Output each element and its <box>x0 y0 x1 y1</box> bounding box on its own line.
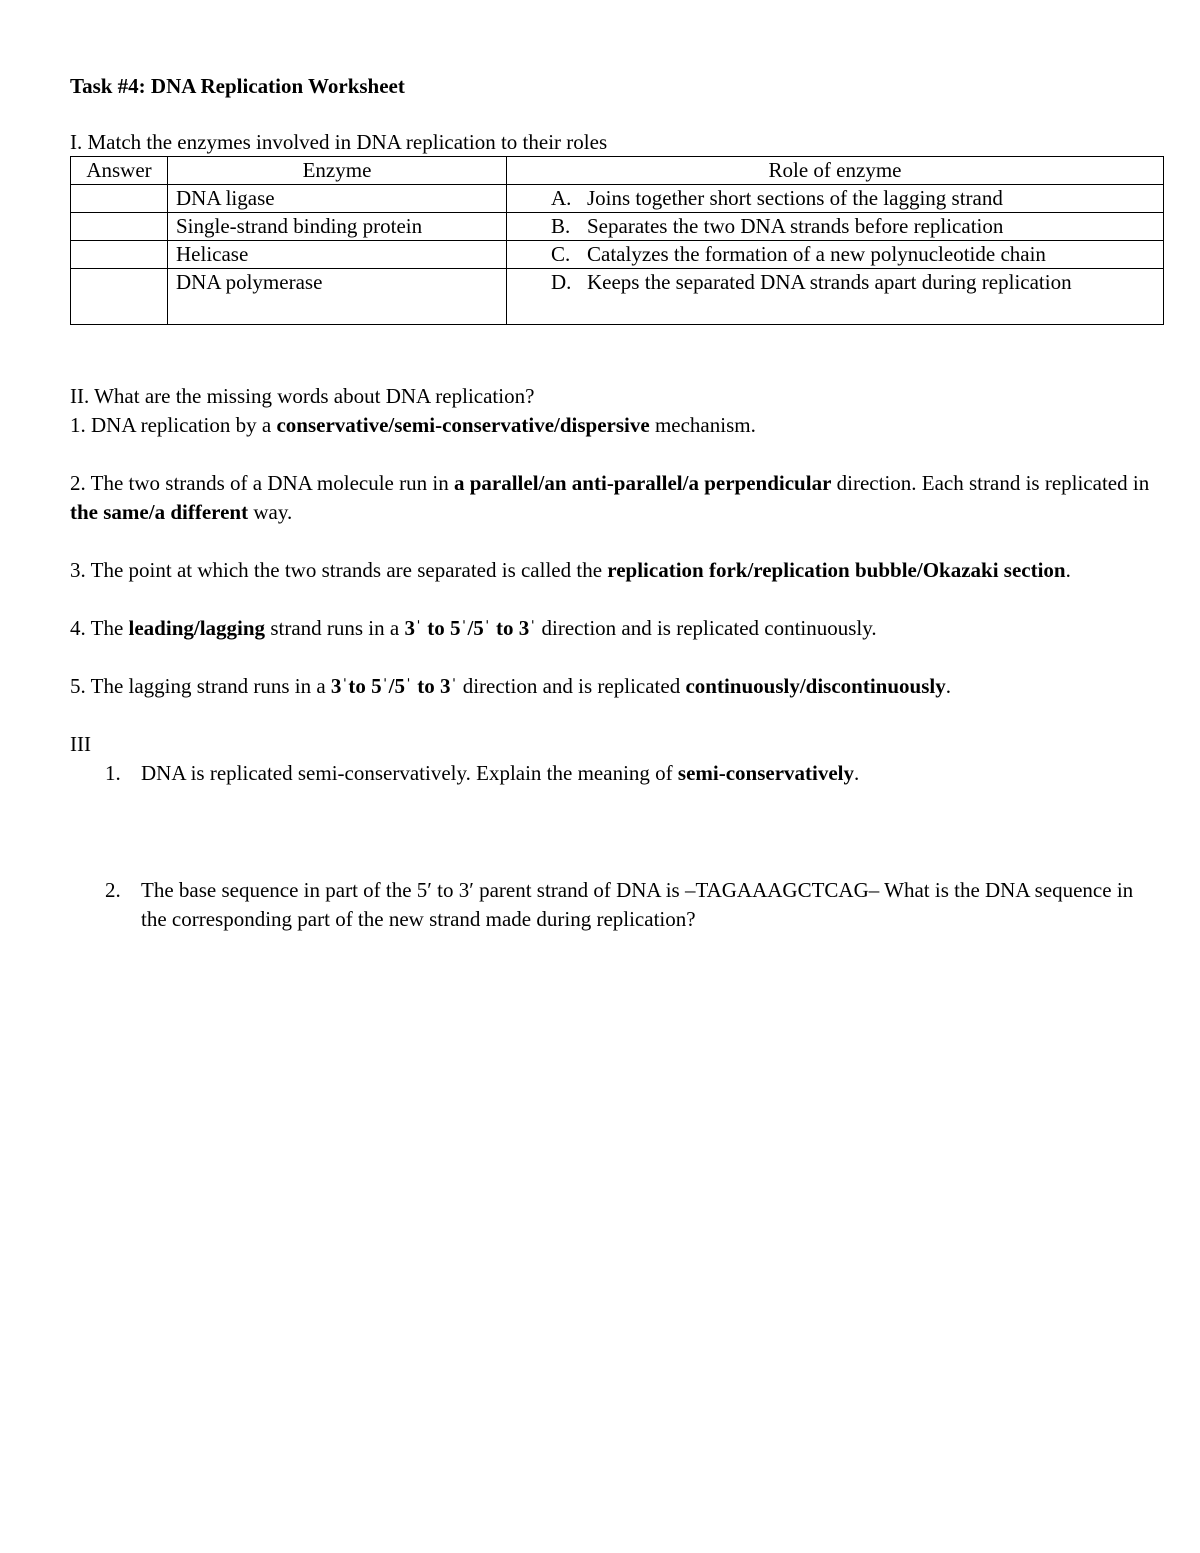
column-header-enzyme: Enzyme <box>168 157 507 185</box>
role-text: Joins together short sections of the lagging strand <box>587 186 1003 210</box>
answer-cell[interactable] <box>71 241 168 269</box>
role-cell <box>507 213 1164 241</box>
enzyme-cell: Single-strand binding protein <box>168 213 507 241</box>
role-letter: D. <box>551 270 572 294</box>
column-header-role: Role of enzyme <box>507 157 1164 185</box>
worksheet-page <box>70 72 1164 934</box>
section-2 <box>70 382 1164 701</box>
role-letter: B. <box>551 214 571 238</box>
section-1-heading: I. Match the enzymes involved in DNA replication to their roles <box>70 130 608 154</box>
section-3-heading: III <box>70 732 91 756</box>
enzyme-cell: Helicase <box>168 241 507 269</box>
role-cell <box>507 241 1164 269</box>
column-header-answer: Answer <box>71 157 168 185</box>
enzyme-cell: DNA polymerase <box>168 269 507 325</box>
role-text: Separates the two DNA strands before replication <box>587 214 1004 238</box>
enzyme-matching-table <box>70 156 1164 325</box>
answer-cell[interactable] <box>71 185 168 213</box>
answer-cell[interactable] <box>71 269 168 325</box>
answer-cell[interactable] <box>71 213 168 241</box>
table-row <box>71 213 1164 241</box>
page-title: Task #4: DNA Replication Worksheet <box>70 74 405 98</box>
question-2: 2. The two strands of a DNA molecule run in a parallel/an anti-parallel/a perpendicular direction. Each strand is replicated in the same/a different way. <box>70 471 1150 524</box>
table-row <box>71 241 1164 269</box>
role-text: Catalyzes the formation of a new polynucleotide chain <box>587 242 1046 266</box>
list-item: 2. The base sequence in part of the 5′ to 3′ parent strand of DNA is –TAGAAAGCTCAG– What is the DNA sequence in the corresponding part of the new strand made during replication? <box>105 878 1134 931</box>
table-row <box>71 269 1164 325</box>
enzyme-cell: DNA ligase <box>168 185 507 213</box>
question-4: 4. The leading/lagging strand runs in a 3ˈ to 5ˈ/5ˈ to 3ˈ direction and is replicated continuously. <box>70 616 877 640</box>
list-item: 1. DNA is replicated semi-conservatively. Explain the meaning of semi-conservatively. <box>105 761 860 785</box>
role-text: Keeps the separated DNA strands apart during replication <box>587 270 1072 294</box>
question-5: 5. The lagging strand runs in a 3ˈto 5ˈ/5ˈ to 3ˈ direction and is replicated continuously/discontinuously. <box>70 674 951 698</box>
section-2-heading: II. What are the missing words about DNA replication? <box>70 384 535 408</box>
role-letter: A. <box>551 186 572 210</box>
role-cell <box>507 185 1164 213</box>
section-3-list <box>70 759 1164 934</box>
table-row <box>71 185 1164 213</box>
question-1: 1. DNA replication by a conservative/semi-conservative/dispersive mechanism. <box>70 413 756 437</box>
table-header-row <box>71 157 1164 185</box>
question-3: 3. The point at which the two strands are separated is called the replication fork/replication bubble/Okazaki section. <box>70 558 1071 582</box>
role-cell <box>507 269 1164 325</box>
role-letter: C. <box>551 242 571 266</box>
